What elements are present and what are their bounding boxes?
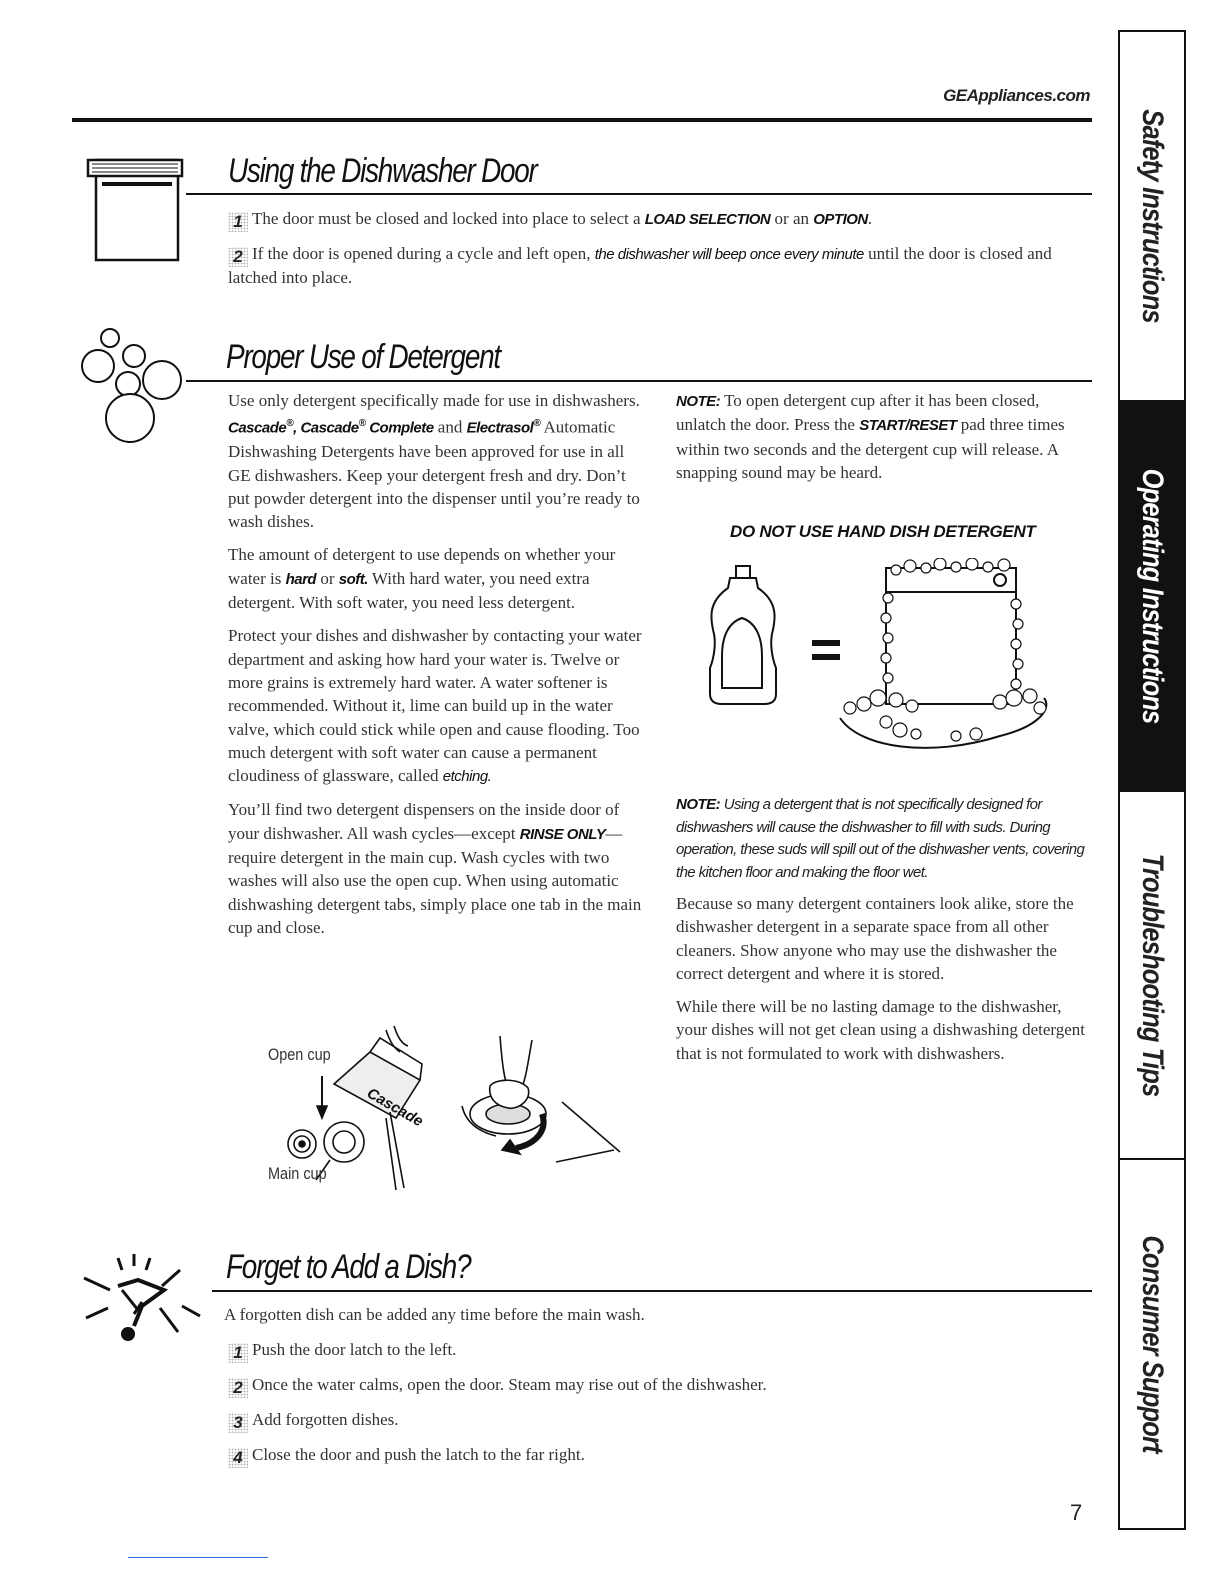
tab-label: Safety Instructions bbox=[1136, 109, 1169, 323]
door-step-1 bbox=[228, 208, 1098, 232]
option-label: OPTION bbox=[813, 211, 868, 228]
step-text: The door must be closed and locked into place to select a bbox=[252, 209, 645, 228]
step-text: Add forgotten dishes. bbox=[252, 1410, 399, 1429]
header-rule bbox=[72, 118, 1092, 122]
tab-safety-instructions[interactable] bbox=[1120, 32, 1184, 402]
tab-operating-instructions[interactable] bbox=[1120, 402, 1184, 792]
svg-text:Cascade: Cascade bbox=[364, 1084, 426, 1131]
detergent-section-rule bbox=[186, 380, 1092, 382]
door-section-rule bbox=[186, 193, 1092, 195]
note-label: NOTE: bbox=[676, 796, 721, 813]
step-text: If the door is opened during a cycle and left open, bbox=[252, 244, 595, 263]
main-cup-label: Main cup bbox=[268, 1164, 327, 1183]
detergent-note-2 bbox=[676, 794, 1096, 884]
start-reset-label: START/RESET bbox=[859, 417, 957, 435]
step-number-badge: 4 bbox=[228, 1448, 248, 1468]
tab-label: Consumer Support bbox=[1136, 1235, 1169, 1453]
detergent-right-column bbox=[676, 892, 1096, 1075]
forgotten-dish-alert-icon bbox=[78, 1250, 208, 1370]
step-text: . bbox=[867, 209, 873, 228]
step-number-badge: 2 bbox=[228, 247, 248, 267]
tab-troubleshooting-tips[interactable] bbox=[1120, 792, 1184, 1160]
dish-section-rule bbox=[212, 1290, 1092, 1292]
detergent-paragraph-4: You’ll find two detergent dispensers on the inside door of your dishwasher. All wash cycles—except RINSE ONLY—require detergent in the main cup. Wash cycles with two washes will also use the open cup. When using automatic dishwashing detergent tabs, simply place one tab in the main cup and close. bbox=[228, 800, 642, 937]
detergent-paragraph-6: While there will be no lasting damage to the dishwasher, your dishes will not get clean using a dishwashing detergent that is not formulated to work with dishwashers. bbox=[676, 997, 1086, 1063]
bubbles-icon bbox=[74, 326, 194, 446]
open-cup-label: Open cup bbox=[268, 1045, 331, 1064]
footer-link-underline bbox=[128, 1557, 268, 1558]
dishwasher-icon bbox=[84, 146, 184, 264]
step-number-badge: 1 bbox=[228, 1343, 248, 1363]
step-text: Once the water calms, open the door. Steam may rise out of the dishwasher. bbox=[252, 1375, 767, 1394]
dish-step-3 bbox=[228, 1409, 1088, 1433]
tab-consumer-support[interactable] bbox=[1120, 1160, 1184, 1528]
detergent-paragraph-3: Protect your dishes and dishwasher by contacting your water department and asking how hard your water is. Twelve or more grains is extremely hard water. A water softener is recommended. Without it, lime can build up in the water valve, which could stick while open and cause flooding. Too much detergent with soft water can cause a permanent cloudiness of glassware, called etching. bbox=[228, 626, 642, 786]
detergent-note-1: NOTE: To open detergent cup after it has been closed, unlatch the door. Press the START/RESET pad three times within two seconds and the detergent cup will release. A snapping sound may be heard. bbox=[676, 391, 1065, 482]
section-tabs-sidebar bbox=[1118, 30, 1186, 1530]
detergent-paragraph-2: The amount of detergent to use depends on whether your water is hard or soft. With hard water, you need extra detergent. With soft water, you need less detergent. bbox=[228, 545, 616, 613]
door-step-2 bbox=[228, 243, 1088, 289]
site-url: GEAppliances.com bbox=[943, 86, 1090, 105]
note-label: NOTE: bbox=[676, 393, 721, 410]
step-text: Close the door and push the latch to the far right. bbox=[252, 1445, 585, 1464]
dish-section-title: Forget to Add a Dish? bbox=[226, 1248, 471, 1286]
dish-intro: A forgotten dish can be added any time before the main wash. bbox=[224, 1305, 645, 1324]
step-text: or an bbox=[770, 209, 814, 228]
tab-label: Troubleshooting Tips bbox=[1136, 853, 1169, 1097]
step-number-badge: 2 bbox=[228, 1378, 248, 1398]
detergent-paragraph-5: Because so many detergent containers look alike, store the dishwasher detergent in a separate space from all other cleaners. Show anyone who may use the dishwasher the correct detergent and where it is stored. bbox=[676, 894, 1074, 983]
detergent-section-title: Proper Use of Detergent bbox=[226, 338, 500, 376]
step-number-badge: 1 bbox=[228, 212, 248, 232]
step-text: until the door is closed and latched into place. bbox=[228, 244, 1052, 287]
dish-step-2 bbox=[228, 1374, 1088, 1398]
page-number: 7 bbox=[1070, 1500, 1083, 1525]
hand-detergent-suds-illustration bbox=[700, 558, 1080, 758]
door-section-title: Using the Dishwasher Door bbox=[228, 152, 537, 190]
detergent-paragraph-1: Use only detergent specifically made for use in dishwashers. Cascade®, Cascade® Complete and Electrasol® Automatic Dishwashing Detergents have been approved for use in all GE dishwashers. Keep your detergent fresh and dry. Don’t put powder detergent into the dispenser until you’re ready to wash dishes. bbox=[228, 391, 640, 532]
dish-step-1 bbox=[228, 1339, 1088, 1363]
load-selection-label: LOAD SELECTION bbox=[644, 211, 771, 228]
step-number-badge: 3 bbox=[228, 1413, 248, 1433]
step-text: Push the door latch to the left. bbox=[252, 1340, 457, 1359]
note-text: Using a detergent that is not specifically designed for dishwashers will cause the dishwasher to fill with suds. During operation, these suds will spill out of the dishwasher vents, covering the kitchen floor and making the floor wet. bbox=[676, 796, 1085, 881]
warning-heading: DO NOT USE HAND DISH DETERGENT bbox=[730, 522, 1036, 541]
dish-step-4 bbox=[228, 1444, 1088, 1468]
beep-emphasis: the dishwasher will beep once every minute bbox=[594, 246, 864, 263]
detergent-left-column bbox=[228, 389, 648, 949]
tab-label: Operating Instructions bbox=[1136, 468, 1169, 724]
